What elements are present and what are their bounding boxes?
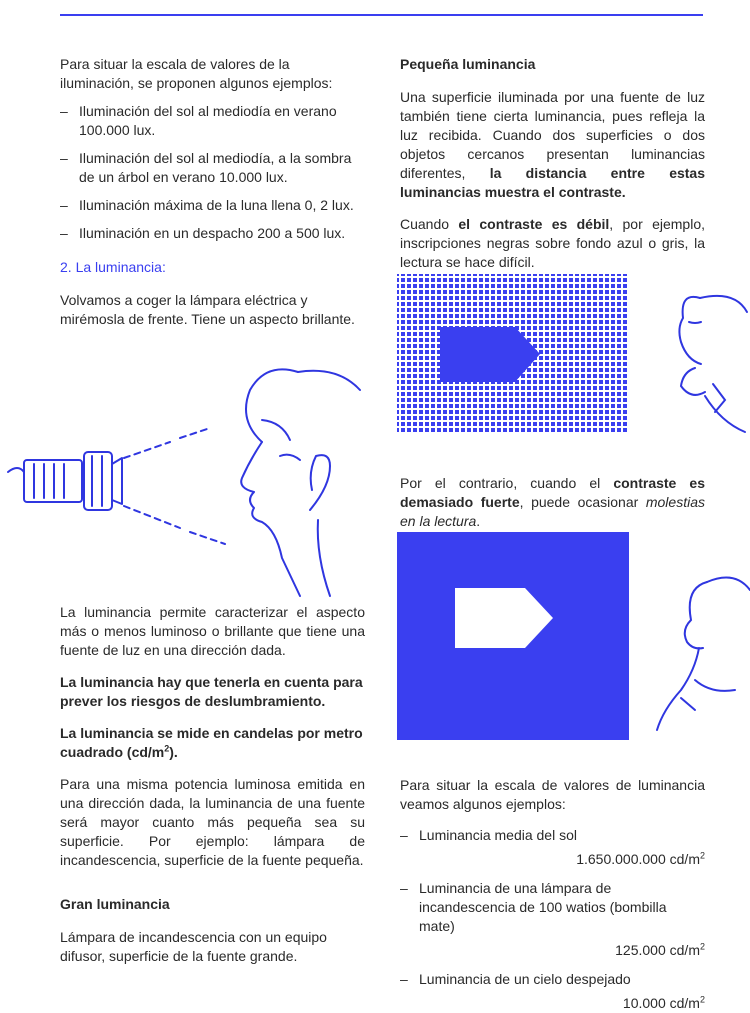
lux-example: – Iluminación en un despacho 200 a 500 lux. [60, 224, 365, 243]
lux-example: – Iluminación del sol al mediodía, a la sombra de un árbol en verano 10.000 lux. [60, 149, 365, 187]
low-contrast-illustration [395, 272, 750, 442]
left-column-lower [60, 603, 365, 966]
contraste-fuerte-text: Por el contrario, cuando el contraste es demasiado fuerte, puede ocasionar molestias en la lectura. [400, 475, 705, 529]
luminancia-example: – Luminancia de una lámpara de incandescencia de 100 watios (bombilla mate) 125.000 $cd/m^2$ [400, 879, 705, 960]
luminancia-glare: La luminancia hay que tenerla en cuenta para prever los riesgos de deslumbramiento. [60, 674, 363, 709]
luminancia-definition: La luminancia permite caracterizar el aspecto más o menos luminoso o brillante que tiene una fuente de luz en una dirección dada. [60, 604, 365, 658]
high-contrast-illustration [395, 530, 750, 760]
luminancia-surface: Para una misma potencia luminosa emitida en una dirección dada, la luminancia de una fuente será mayor cuanto más pequeña sea su superficie. Por ejemplo: lámpara de incandescencia, superficie de la fuente pequeña. [60, 776, 365, 868]
flashlight-icon [8, 452, 122, 510]
lux-example: – Iluminación del sol al mediodía en verano 100.000 lux. [60, 102, 365, 140]
luminancia-units: La luminancia se mide en candelas por metro cuadrado $(cd/m^2)$. [60, 725, 363, 760]
man-face-icon [241, 369, 360, 596]
luminancia-examples-list [400, 826, 705, 1013]
right-column-lower [400, 776, 705, 1013]
flashlight-face-illustration [0, 360, 370, 600]
contraste-debil-text: Cuando el contraste es débil, por ejemplo, inscripciones negras sobre fondo azul o gris, la lectura se hace difícil. [400, 216, 705, 270]
gran-luminancia-title: Gran luminancia [60, 896, 170, 912]
pequena-luminancia-title: Pequeña luminancia [400, 56, 536, 72]
lux-example: – Iluminación máxima de la luna llena 0, 2 lux. [60, 196, 365, 215]
section-intro: Volvamos a coger la lámpara eléctrica y mirémosla de frente. Tiene un aspecto brillante. [60, 292, 355, 327]
man-profile-icon [657, 578, 750, 731]
gran-luminancia-text: Lámpara de incandescencia con un equipo difusor, superficie de la fuente grande. [60, 929, 327, 964]
luminancia-scale-intro: Para situar la escala de valores de luminancia veamos algunos ejemplos: [400, 777, 705, 812]
man-profile-icon [679, 296, 747, 432]
lux-intro: Para situar la escala de valores de la iluminación, se proponen algunos ejemplos: [60, 56, 333, 91]
luminancia-example: – Luminancia media del sol 1.650.000.000 $cd/m^2$ [400, 826, 705, 869]
section-title: 2. La luminancia: [60, 259, 166, 275]
right-column-mid [400, 474, 705, 531]
left-column [60, 55, 365, 329]
luminancia-example: – Luminancia de un cielo despejado 10.000 $cd/m^2$ [400, 970, 705, 1013]
pequena-luminancia-text: Una superficie iluminada por una fuente de luz también tiene cierta luminancia, pues refleja la luz recibida. Cuando dos superficies o dos objetos cercanos presentan luminancias diferentes, la distancia entre estas luminancias muestra el contraste. [400, 89, 706, 200]
lux-examples-list [60, 102, 365, 243]
top-rule [60, 14, 703, 16]
right-column [400, 55, 705, 272]
